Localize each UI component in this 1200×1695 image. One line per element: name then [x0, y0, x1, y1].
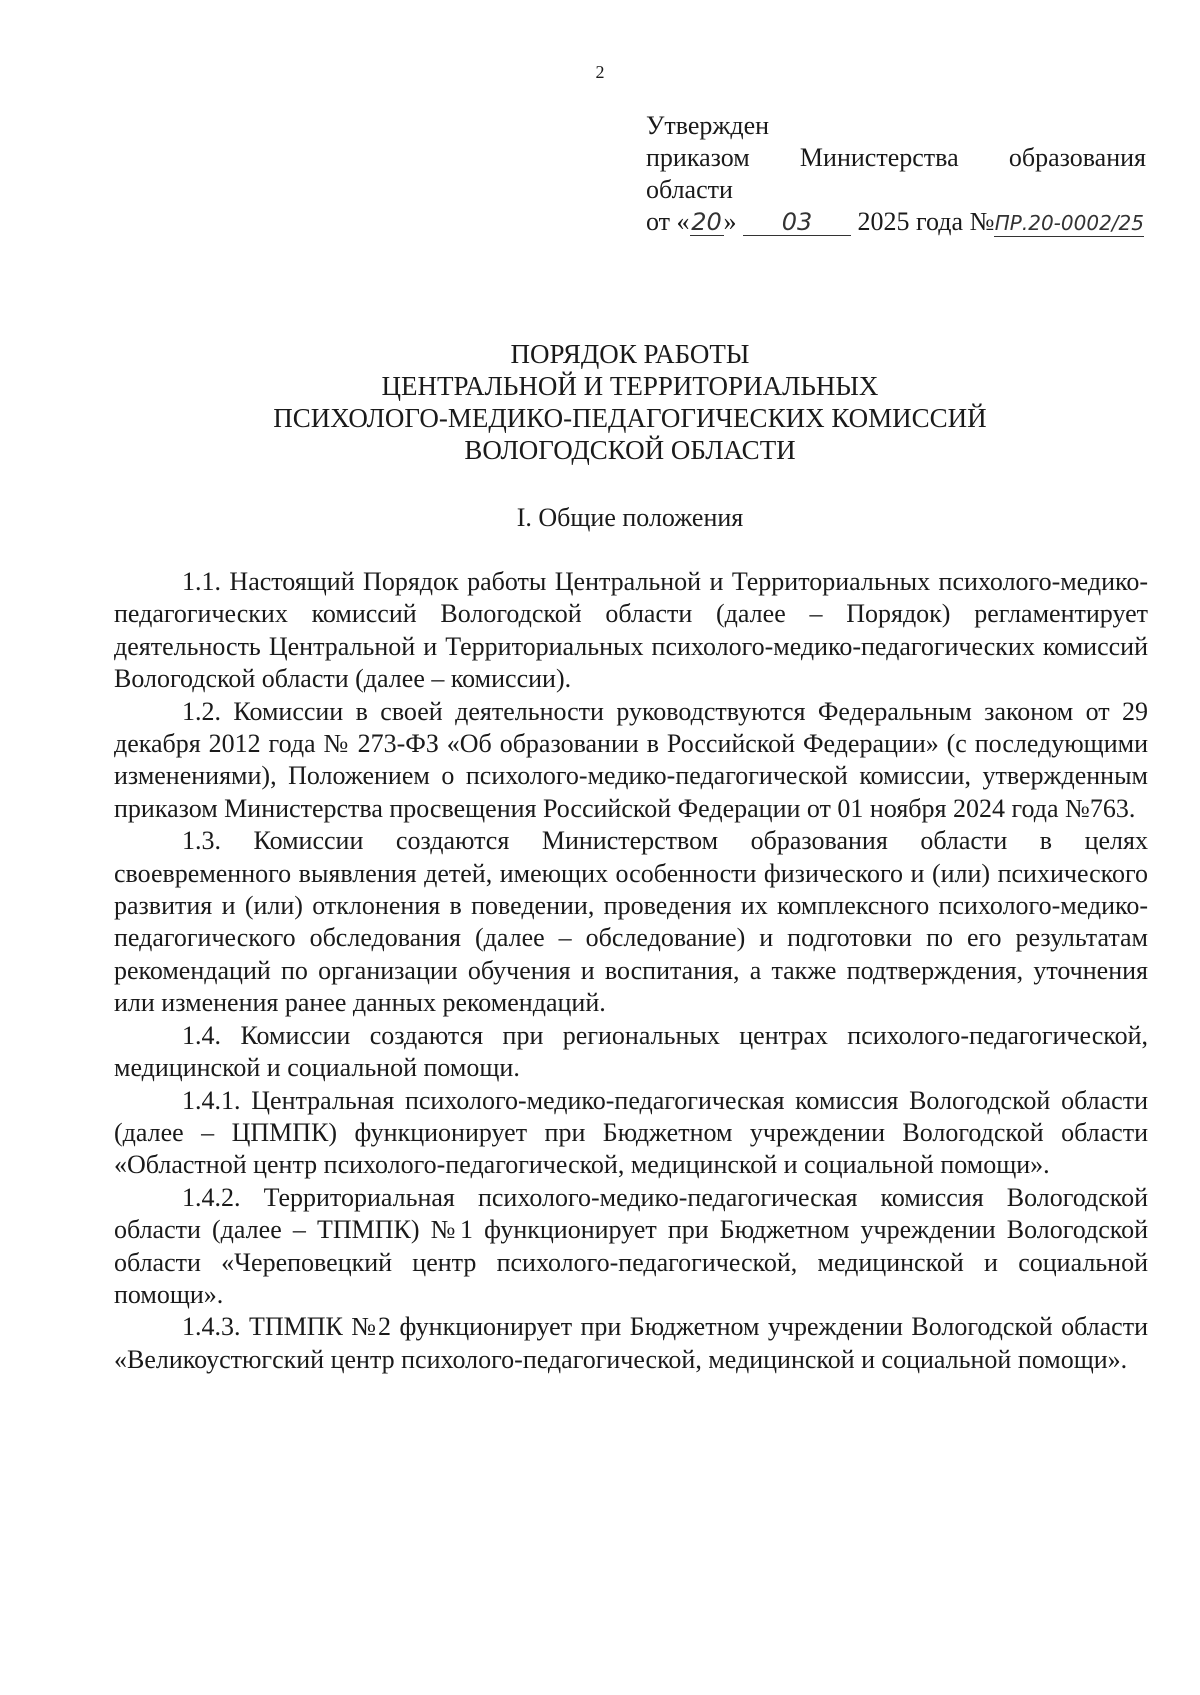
title-line-4: ВОЛОГОДСКОЙ ОБЛАСТИ — [464, 435, 796, 465]
title-line-1: ПОРЯДОК РАБОТЫ — [510, 339, 750, 369]
approval-line-order: приказом Министерства образования — [646, 143, 1146, 172]
paragraph-1-3: 1.3. Комиссии создаются Министерством образования области в целях своевременного выявления детей, имеющих особенности физического и (или) психического развития и (или) отклонения в поведении, проведения их комплексного психолого-медико-педагогического обследования (далее – обследование) и подготовки по его результатам рекомендаций по организации обучения и воспитания, а также подтверждения, уточнения или изменения ранее данных рекомендаций. — [114, 826, 1148, 1018]
title-line-3: ПСИХОЛОГО-МЕДИКО-ПЕДАГОГИЧЕСКИХ КОМИССИЙ — [273, 403, 987, 433]
paragraph-1-1: 1.1. Настоящий Порядок работы Центральной и Территориальных психолого-медико-педагогических комиссий Вологодской области (далее – Порядок) регламентирует деятельность Центральной и Территориальных психолого-медико-педагогических комиссий Вологодской области (далее – комиссии). — [114, 567, 1148, 694]
approval-date-line — [646, 206, 1146, 238]
page-number: 2 — [595, 62, 605, 82]
approval-line-approved: Утвержден — [646, 111, 770, 140]
approval-line-region: области — [646, 175, 733, 204]
paragraph-1-4-1: 1.4.1. Центральная психолого-медико-педагогическая комиссия Вологодской области (далее – ЦПМПК) функционирует при Бюджетном учреждении Вологодской области «Областной центр психолого-педагогической, медицинской и социальной помощи». — [114, 1085, 1148, 1180]
paragraph-1-4: 1.4. Комиссии создаются при региональных центрах психолого-педагогической, медицинской и социальной помощи. — [114, 1020, 1148, 1083]
approval-stamp-block — [646, 110, 1146, 238]
date-mid: » — [723, 207, 737, 236]
document-title — [0, 338, 1200, 466]
date-year-text: 2025 года № — [857, 207, 995, 236]
document-body — [114, 566, 1148, 1376]
paragraph-1-4-3: 1.4.3. ТПМПК №2 функционирует при Бюджетном учреждении Вологодской области «Великоустюгский центр психолого-педагогической, медицинской и социальной помощи». — [114, 1312, 1148, 1374]
handwritten-month: 03 — [743, 209, 851, 236]
title-line-2: ЦЕНТРАЛЬНОЙ И ТЕРРИТОРИАЛЬНЫХ — [381, 371, 879, 401]
paragraph-1-4-2: 1.4.2. Территориальная психолого-медико-педагогическая комиссия Вологодской области (далее – ТПМПК) №1 функционирует при Бюджетном учреждении Вологодской области «Череповецкий центр психолого-педагогической, медицинской и социальной помощи». — [114, 1182, 1148, 1309]
date-prefix: от « — [646, 207, 690, 236]
handwritten-order-number: ПР.20-0002/25 — [994, 211, 1144, 235]
handwritten-day: 20 — [691, 208, 722, 236]
paragraph-1-2: 1.2. Комиссии в своей деятельности руководствуются Федеральным законом от 29 декабря 2012 года № 273-ФЗ «Об образовании в Российской Федерации» (с последующими изменениями), Положением о психолого-медико-педагогической комиссии, утвержденным приказом Министерства просвещения Российской Федерации от 01 ноября 2024 года №763. — [114, 696, 1148, 823]
section-heading: I. Общие положения — [516, 503, 744, 532]
